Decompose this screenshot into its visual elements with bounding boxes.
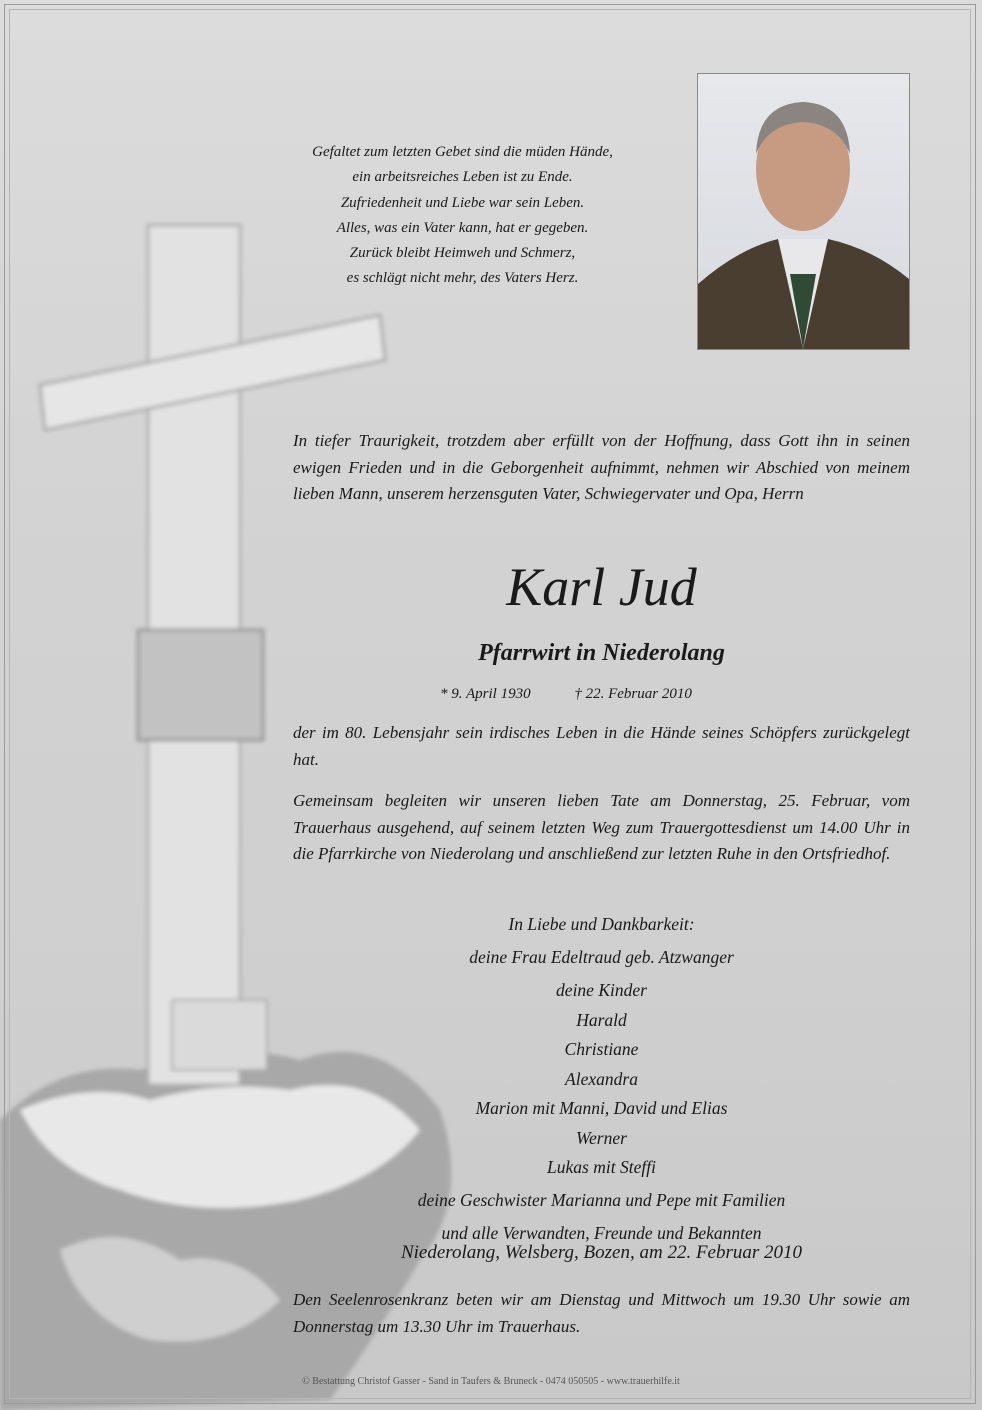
death-date: † 22. Februar 2010 [574,686,692,702]
intro-paragraph: In tiefer Traurigkeit, trotzdem aber erfüllt von der Hoffnung, dass Gott ihn in seinen ewigen Frieden und in die Geborgenheit aufnimmt, nehmen wir Abschied von meinem lieben Mann, unserem herzensguten Vater, Schwiegervater und Opa, Herrn [293,431,910,503]
mourner: deine Geschwister Marianna und Pepe mit Familien [417,1190,786,1210]
poem-line: Zufriedenheit und Liebe war sein Leben. [340,194,585,211]
mourner: deine Kinder [556,980,647,1000]
poem-line: Zurück bleibt Heimweh und Schmerz, [349,245,576,262]
poem-line: es schlägt nicht mehr, des Vaters Herz. [346,270,579,287]
mourner: Christiane [564,1039,639,1059]
rosary-paragraph: Den Seelenrosenkranz beten wir am Dienstag und Mittwoch um 19.30 Uhr sowie am Donnerstag um 13.30 Uhr im Trauerhaus. [293,1290,910,1336]
mourner: Werner [576,1127,627,1148]
mourners-list [293,910,910,1249]
mourners-heading: In Liebe und Dankbarkeit: [508,914,695,934]
mourner: Lukas mit Steffi [547,1157,656,1177]
poem-line: Gefaltet zum letzten Gebet sind die müden Hände, [312,144,613,160]
portrait-photo [697,73,910,350]
funeral-paragraph: Gemeinsam begleiten wir unseren lieben Tate am Donnerstag, 25. Februar, vom Trauerhaus ausgehend, auf seinem letzten Weg zum Trauergottesdienst um 14.00 Uhr in die Pfarrkirche von Niederolang und anschließend zur letzten Ruhe in den Ortsfriedhof. [293,791,910,863]
poem-line: ein arbeitsreiches Leben ist zu Ende. [352,169,573,186]
mourner: Harald [576,1009,627,1030]
deceased-title: Pfarrwirt in Niederolang [478,640,725,666]
mourner: deine Frau Edeltraud geb. Atzwanger [469,947,734,967]
mourner: Alexandra [565,1068,638,1089]
poem [270,140,655,292]
mourner: und alle Verwandten, Freunde und Bekannten [441,1223,762,1243]
deceased-name: Karl Jud [506,557,697,617]
poem-line: Alles, was ein Vater kann, hat er gegeben. [336,219,589,236]
mourner: Marion mit Manni, David und Elias [475,1098,728,1118]
life-dates [440,686,732,703]
death-paragraph: der im 80. Lebensjahr sein irdisches Leben in die Hände seines Schöpfers zurückgelegt hat. [293,723,910,769]
footer-credit: © Bestattung Christof Gasser - Sand in Taufers & Bruneck - 0474 050505 - www.trauerhilfe.it [302,1376,680,1387]
birth-date: * 9. April 1930 [440,686,531,702]
place-date-line: Niederolang, Welsberg, Bozen, am 22. Februar 2010 [400,1242,803,1263]
